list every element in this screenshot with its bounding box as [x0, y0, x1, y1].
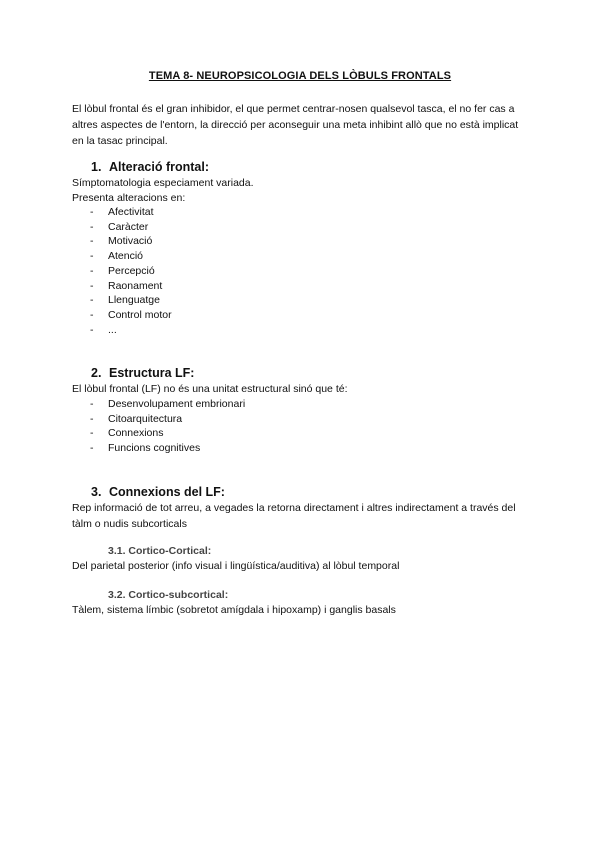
section-1-title: Alteració frontal: [109, 160, 210, 174]
list-item: - Desenvolupament embrionari [90, 398, 246, 410]
section-1-number: 1. [91, 160, 102, 174]
section-1-line-2: Presenta alteracions en: [72, 192, 186, 204]
section-2-heading [91, 366, 194, 380]
section-2-number: 2. [91, 366, 102, 380]
section-3-paragraph: Rep informació de tot arreu, a vegades la retorna directament i altres indirectament a través del tàlm o nudis subcorticals [72, 502, 516, 530]
subsection-3-2-text: Tàlem, sistema límbic (sobretot amígdala i hipoxamp) i ganglis basals [72, 604, 396, 616]
subsection-3-1-text: Del parietal posterior (info visual i lingüística/auditiva) al lòbul temporal [72, 560, 400, 572]
list-item: - Control motor [90, 308, 172, 321]
list-item: - Funcions cognitives [90, 442, 201, 455]
section-1-heading [91, 160, 209, 174]
list-item: - Percepció [90, 264, 155, 277]
list-item: - Raonament [90, 279, 163, 292]
list-item: - Llenguatge [90, 294, 160, 307]
subsection-3-1-heading: 3.1. Cortico-Cortical: [108, 545, 212, 557]
list-item: - ... [90, 323, 117, 336]
section-3-number: 3. [91, 485, 102, 499]
list-item: - Afectivitat [90, 206, 154, 218]
section-2-title: Estructura LF: [109, 366, 195, 380]
intro-paragraph: El lòbul frontal és el gran inhibidor, el que permet centrar-nosen qualsevol tasca, el no fer cas a altres aspectes de l'entorn, la direcció per aconseguir una meta inhibint allò que no està implicat en la tasac principal. [72, 103, 519, 147]
list-item: - Caràcter [90, 220, 149, 233]
subsection-3-2-heading: 3.2. Cortico-subcortical: [108, 589, 229, 601]
list-item: - Connexions [90, 427, 164, 440]
page-title: TEMA 8- NEUROPSICOLOGIA DELS LÒBULS FRONTALS [148, 70, 452, 82]
section-2-line-1: El lòbul frontal (LF) no és una unitat estructural sinó que té: [72, 383, 348, 395]
list-item: - Motivació [90, 235, 153, 248]
section-3-heading [91, 485, 225, 499]
section-3-title: Connexions del LF: [109, 485, 225, 499]
section-1-list [90, 205, 172, 337]
section-2-list [90, 397, 245, 456]
list-item: - Citoarquitectura [90, 412, 183, 425]
section-1-line-1: Símptomatologia especiament variada. [72, 177, 254, 189]
list-item: - Atenció [90, 250, 144, 263]
